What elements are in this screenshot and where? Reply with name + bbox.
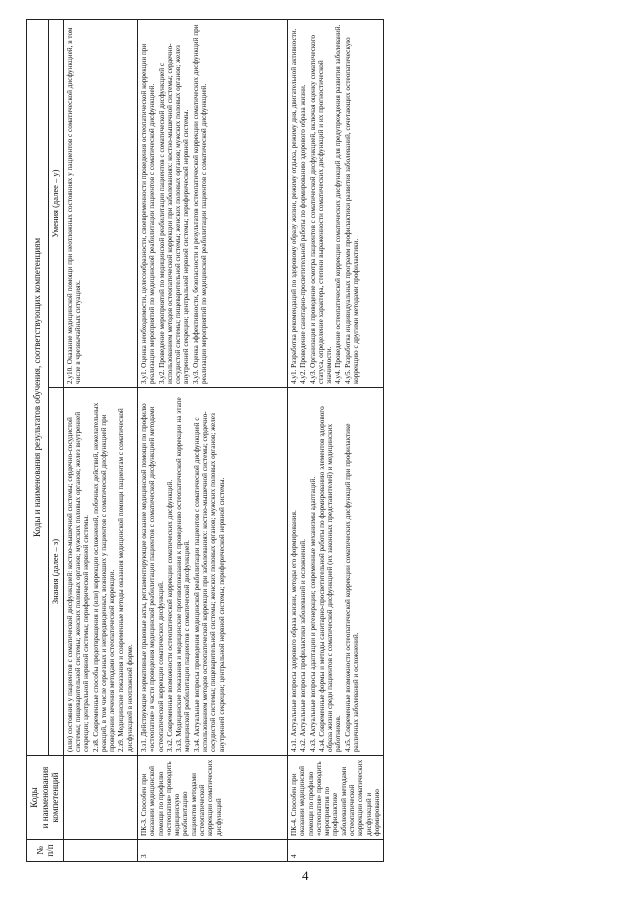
skill-item: 4.у2. Проведение санитарно-просветительной работы по формированию здорового образа жизни. (299, 84, 308, 384)
table-row (138, 20, 288, 862)
skill-item: 3.у1. Оценка необходимости, целесообразности, своевременности проведения остеопатической коррекции при реализации мероприятий по медицинской реабилитации пациентов с соматической дисфункцией. (140, 43, 157, 384)
page-number: 4 (302, 868, 309, 883)
competency-code: ПК-3. Способен при оказании медицинской помощи по профилю «остеопатия» проводить медицинскую реабилитацию пациентов методами остеопатической коррекции соматических дисфункций (138, 756, 288, 840)
knowledge-item: 4.з5. Современные возможности остеопатической коррекции соматических дисфункций при профилактике различных заболеваний и осложнений. (343, 423, 360, 752)
knowledge-item: 4.з3. Актуальные вопросы адаптации и регенерации; современные механизмы адаптаций. (308, 476, 317, 752)
knowledge-item: 3.з4. Актуальные вопросы проведения медицинской реабилитации пациентов с соматической дисфункцией с использованием методов остеопатической коррекции при заболеваниях: костно-мышечной системы; сердечно-сосудистой системы; пищеварительной системы; женских половых органов; мужских половых органов; желез внутренней секреции; центральной нервной системы; периферической нервной системы. (192, 411, 226, 752)
header-skills: Умения (далее – у) (49, 20, 64, 388)
table-row (288, 20, 384, 862)
knowledge-item: (или) состояния у пациентов с соматической дисфункцией: костно-мышечной системы; сердечно-сосудистой системы; пищеварительной системы; женских половых органов; мужских половых органов; желез внутренней секреции; центральной нервной системы; периферической нервной системы. (65, 411, 91, 752)
skills-cell (63, 20, 137, 388)
knowledge-item: 4.з4. Современные формы и методы санитарно-просветительной работы по формированию элементов здорового образа жизни среди пациентов с соматической дисфункцией (их законных представителей) и медицинских работников. (317, 406, 343, 752)
knowledge-item: 3.з2. Современные возможности остеопатической коррекции соматических дисфункций. (165, 479, 174, 752)
skills-cell (288, 20, 384, 388)
row-number: 4 (288, 840, 384, 862)
skill-item: 4.у5. Разработка индивидуальных программ профилактики развития заболеваний, сочетающих остеопатическую коррекцию с другими методами профилактики. (343, 37, 360, 384)
knowledge-cell (63, 388, 137, 756)
row-number (63, 840, 137, 862)
header-num: № п/п (27, 840, 64, 862)
skill-item: 4.у1. Разработка рекомендаций по здоровому образу жизни, режиму отдыха, режиму дня, двигательной активности. (290, 28, 299, 384)
skills-cell (138, 20, 288, 388)
knowledge-cell (138, 388, 288, 756)
knowledge-item: 3.з3. Медицинские показания и медицинские противопоказания к проведению остеопатической коррекции на этапе медицинской реабилитации пациентов с соматической дисфункцией. (175, 397, 192, 752)
skill-item: 2.у10. Оказание медицинской помощи при неотложных состояниях у пациентов с соматической дисфункцией, в том числе в чрезвычайных ситуациях. (65, 27, 83, 384)
header-code: Коды и наименования компетенций (27, 756, 64, 840)
knowledge-item: 2.з8. Современные способы предотвращения и (или) коррекции осложнений, побочных действий, нежелательных реакций, в том числе серьезных и непредвиденных, возникших у пациентов с соматической дисфункцией при проведении лечения методами остеопатической коррекции. (91, 402, 117, 752)
skill-item: 4.у3. Организация и проведение осмотра пациентов с соматической дисфункцией, включая оценку соматического статуса, определение характера, степени выраженности соматических дисфункций и их прогностической значимости. (308, 35, 334, 384)
skill-item: 4.у4. Проведение остеопатической коррекции соматических дисфункций для предупреждения развития заболеваний. (334, 24, 343, 384)
competency-code: ПК-4. Способен при оказании медицинской помощи по профилю «остеопатия» проводить мероприятия по профилактике заболеваний методами остеопатической коррекции соматических дисфункций и формированию (288, 756, 384, 840)
knowledge-item: 3.з1. Действующие нормативные правовые акты, регламентирующие оказание медицинской помощи по профилю «остеопатия» в части проведения медицинской реабилитации пациентов с соматической дисфункцией методами остеопатической коррекции соматических дисфункций. (140, 403, 165, 752)
table-row (63, 20, 137, 862)
knowledge-cell (288, 388, 384, 756)
skill-item: 3.у2. Проведение мероприятий по медицинской реабилитации пациентов с соматической дисфункцией с использованием методов остеопатической коррекции при заболеваниях: костно-мышечной системы; сердечно-сосудистой системы; пищеварительной системы; женских половых органов; мужских половых органов; желез внутренней секреции; центральной нервной системы; периферической нервной системы. (157, 43, 191, 384)
row-number: 3 (138, 840, 288, 862)
competency-table (26, 19, 384, 862)
header-results: Коды и наименования результатов обучения, соответствующих компетенциям (27, 20, 49, 756)
knowledge-item: 4.з1. Актуальные вопросы здорового образа жизни, методы его формирования. (290, 510, 299, 752)
competency-code (63, 756, 137, 840)
knowledge-item: 4.з2. Актуальные вопросы профилактики заболеваний и осложнений. (299, 539, 308, 752)
skill-item: 3.у3. Оценка эффективности, безопасности и результатов остеопатической коррекции соматических дисфункций при реализации мероприятий по медицинской реабилитации пациентов с соматической дисфункцией. (191, 24, 208, 384)
header-knowledge: Знания (далее – з) (49, 388, 64, 756)
knowledge-item: 2.з9. Медицинские показания и современные методы оказания медицинской помощи пациентам с соматической дисфункцией в неотложной форме. (117, 408, 134, 752)
